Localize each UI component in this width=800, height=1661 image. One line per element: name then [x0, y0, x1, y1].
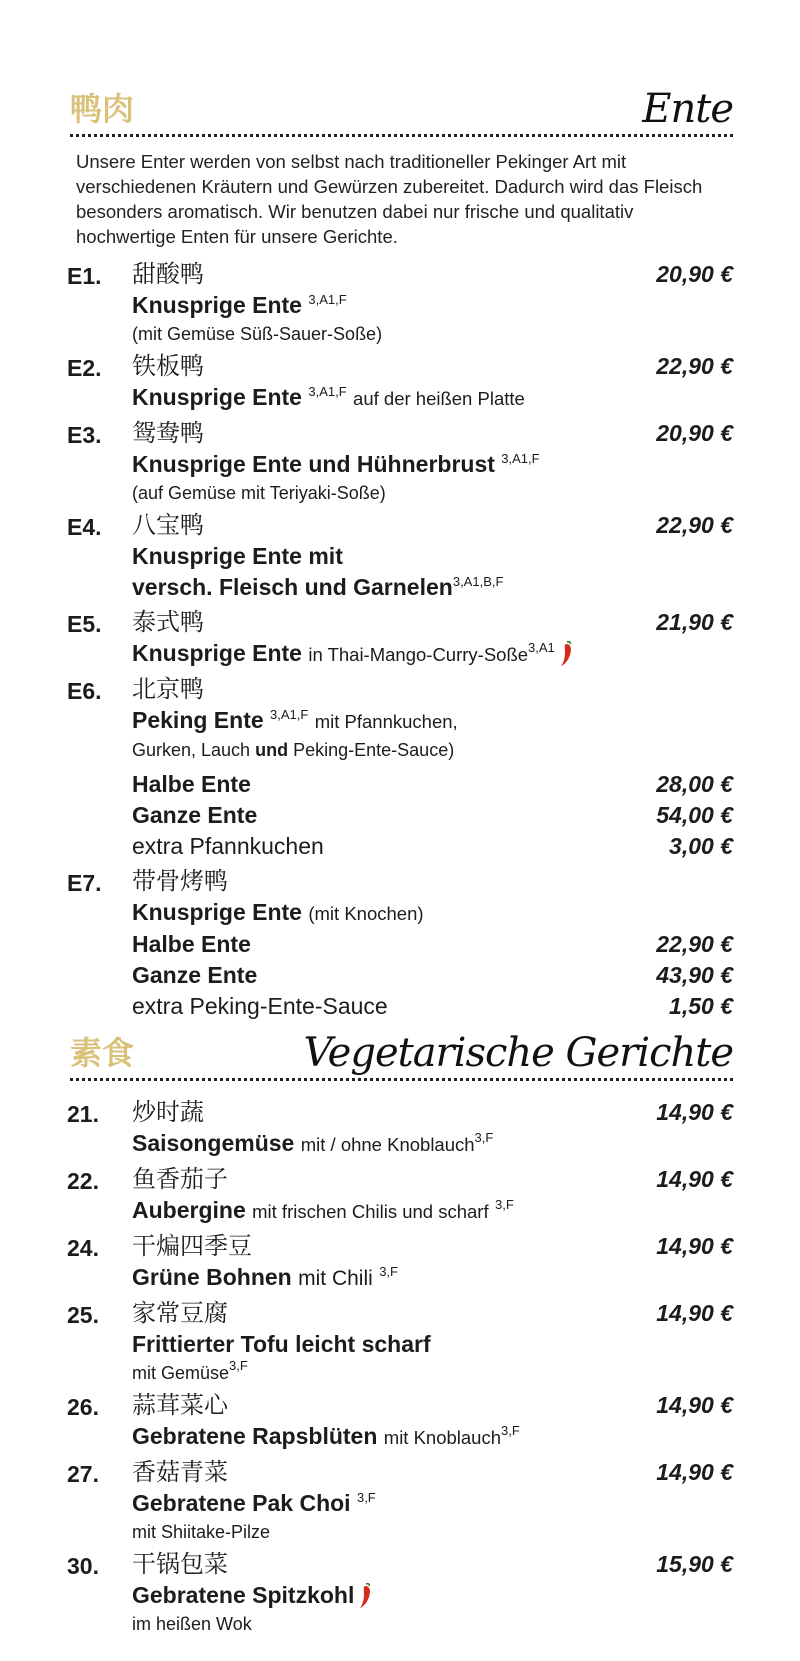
item-number: 22. [67, 1168, 99, 1194]
allergen-codes: 3,A1,F [270, 707, 309, 722]
item-description: (mit Gemüse Süß-Sauer-Soße) [132, 324, 383, 344]
option-price: 28,00 € [656, 771, 733, 797]
item-name-line1: Knusprige Ente mit [132, 543, 343, 569]
option-row [132, 960, 733, 991]
item-name: Knusprige Ente [132, 292, 302, 318]
item-number: E2. [67, 355, 102, 381]
allergen-codes: 3,A1,F [308, 292, 347, 307]
item-name: Frittierter Tofu leicht scharf [132, 1331, 431, 1357]
item-name: Knusprige Ente [132, 640, 302, 666]
allergen-codes: 3,F [229, 1358, 248, 1373]
allergen-codes: 3,F [379, 1264, 398, 1279]
duck-section [67, 86, 733, 1026]
menu-item-e5 [67, 607, 733, 670]
vegetarian-divider [70, 1078, 733, 1081]
item-extra: auf der heißen Platte [353, 388, 525, 409]
menu-item-25 [67, 1298, 733, 1386]
menu-item-e4 [67, 510, 733, 603]
option-row [132, 831, 733, 862]
vegetarian-title: Vegetarische Gerichte [303, 1030, 733, 1076]
item-price: 14,90 € [656, 1166, 733, 1192]
item-number: E6. [67, 678, 102, 704]
item-number: 27. [67, 1461, 99, 1487]
menu-item-e2 [67, 351, 733, 414]
item-description: (auf Gemüse mit Teriyaki-Soße) [132, 483, 386, 503]
item-price: 21,90 € [656, 609, 733, 635]
chili-pepper-icon [560, 641, 572, 667]
item-number: E3. [67, 422, 102, 448]
item-zh-name: 甜酸鸭 [132, 260, 204, 288]
item-number: 25. [67, 1302, 99, 1328]
duck-intro: Unsere Enter werden von selbst nach traditioneller Pekinger Art mit verschiedenen Kräutern und Gewürzen zubereitet. Dadurch wird das Fleisch besonders aromatisch. Wir benutzen dabei nur frische und qualitativ hochwertige Enten für unsere Gerichte. [76, 151, 703, 247]
vegetarian-item-list [67, 1097, 733, 1637]
duck-item-list [67, 259, 733, 1022]
item-price: 14,90 € [656, 1392, 733, 1418]
option-price: 43,90 € [656, 962, 733, 988]
item-number: 26. [67, 1394, 99, 1420]
allergen-codes: 3,F [474, 1130, 494, 1145]
item-price: 14,90 € [656, 1099, 733, 1125]
item-extra: mit / ohne Knoblauch [300, 1134, 475, 1155]
duck-title: Ente [642, 86, 733, 132]
item-zh-name: 香菇青菜 [132, 1458, 228, 1486]
menu-item-30 [67, 1549, 733, 1637]
item-extra: mit Knoblauch [383, 1427, 502, 1448]
item-number: 24. [67, 1235, 99, 1261]
allergen-codes: 3,F [501, 1423, 520, 1438]
item-name: Saisongemüse [132, 1130, 295, 1156]
item-zh-name: 鱼香茄子 [132, 1165, 228, 1193]
item-description-b: und [255, 740, 289, 760]
item-number: E7. [67, 870, 102, 896]
item-price: 14,90 € [656, 1233, 733, 1259]
menu-item-e1 [67, 259, 733, 347]
item-description [132, 737, 733, 763]
menu-item-24 [67, 1231, 733, 1294]
item-zh-name: 鸳鸯鸭 [132, 419, 204, 447]
item-zh-name: 北京鸭 [132, 675, 204, 703]
allergen-codes: 3,F [356, 1490, 376, 1505]
item-description-c: Peking-Ente-Sauce) [293, 740, 455, 760]
item-name: Peking Ente [132, 707, 264, 733]
item-zh-name: 干煸四季豆 [132, 1232, 252, 1260]
option-label: Halbe Ente [132, 931, 251, 957]
item-extra: mit Pfannkuchen, [314, 711, 458, 732]
option-row [132, 929, 733, 960]
item-name: Grüne Bohnen [132, 1264, 292, 1290]
item-name: Knusprige Ente [132, 899, 302, 925]
allergen-codes: 3,A1 [528, 640, 555, 655]
item-extra: mit frischen Chilis und scharf [252, 1201, 489, 1222]
item-extra: mit Chili [298, 1267, 373, 1290]
item-description: mit Shiitake-Pilze [132, 1522, 271, 1542]
item-extra: (mit Knochen) [308, 903, 424, 924]
option-row [132, 800, 733, 831]
allergen-codes: 3,A1,F [501, 451, 540, 466]
allergen-codes: 3,A1,B,F [452, 574, 504, 589]
item-zh-name: 八宝鸭 [132, 511, 204, 539]
item-name: Gebratene Spitzkohl [132, 1582, 355, 1608]
item-zh-name: 家常豆腐 [132, 1299, 228, 1327]
item-name: Gebratene Rapsblüten [132, 1423, 378, 1449]
menu-item-27 [67, 1457, 733, 1545]
item-zh-name: 蒜茸菜心 [132, 1391, 228, 1419]
item-number: E1. [67, 263, 102, 289]
item-price: 14,90 € [656, 1300, 733, 1326]
item-zh-name: 铁板鸭 [132, 352, 204, 380]
option-row [132, 769, 733, 800]
duck-zh-title: 鸭肉 [70, 90, 135, 128]
item-zh-name: 带骨烤鸭 [132, 867, 228, 895]
item-number: 21. [67, 1101, 99, 1127]
item-description: im heißen Wok [132, 1614, 252, 1634]
vegetarian-section-header [70, 1032, 733, 1076]
item-number: E5. [67, 611, 102, 637]
item-price: 15,90 € [656, 1551, 733, 1577]
item-price: 14,90 € [656, 1459, 733, 1485]
item-price: 22,90 € [656, 512, 733, 538]
item-price: 20,90 € [656, 420, 733, 446]
option-price: 22,90 € [656, 931, 733, 957]
item-description-a: Gurken, Lauch [132, 740, 251, 760]
option-price: 54,00 € [656, 802, 733, 828]
option-label: Halbe Ente [132, 771, 251, 797]
item-name: Aubergine [132, 1197, 246, 1223]
item-price: 22,90 € [656, 353, 733, 379]
menu-item-21 [67, 1097, 733, 1160]
allergen-codes: 3,A1,F [308, 384, 347, 399]
item-zh-name: 泰式鸭 [132, 608, 204, 636]
item-extra: in Thai-Mango-Curry-Soße [308, 644, 529, 665]
option-price: 3,00 € [669, 833, 733, 859]
vegetarian-zh-title: 素食 [70, 1034, 135, 1072]
menu-item-26 [67, 1390, 733, 1453]
option-label: extra Pfannkuchen [132, 833, 324, 859]
menu-item-e3 [67, 418, 733, 506]
duck-section-header [70, 88, 733, 132]
item-price: 20,90 € [656, 261, 733, 287]
item-name: Gebratene Pak Choi [132, 1490, 351, 1516]
allergen-codes: 3,F [495, 1197, 514, 1212]
option-row [132, 991, 733, 1022]
option-label: Ganze Ente [132, 802, 258, 828]
menu-item-e7 [67, 866, 733, 1022]
item-description: mit Gemüse [132, 1363, 230, 1383]
menu-item-22 [67, 1164, 733, 1227]
item-name: Knusprige Ente [132, 384, 302, 410]
duck-divider [70, 134, 733, 137]
item-number: E4. [67, 514, 102, 540]
item-name: Knusprige Ente und Hühnerbrust [132, 451, 495, 477]
item-name-line2: versch. Fleisch und Garnelen [132, 574, 453, 600]
item-zh-name: 干锅包菜 [132, 1550, 228, 1578]
vegetarian-section [67, 1030, 733, 1641]
item-number: 30. [67, 1553, 99, 1579]
option-label: extra Peking-Ente-Sauce [132, 993, 388, 1019]
item-zh-name: 炒时蔬 [132, 1098, 204, 1126]
chili-pepper-icon [359, 1583, 371, 1609]
option-price: 1,50 € [669, 993, 733, 1019]
option-label: Ganze Ente [132, 962, 258, 988]
menu-item-e6 [67, 674, 733, 862]
